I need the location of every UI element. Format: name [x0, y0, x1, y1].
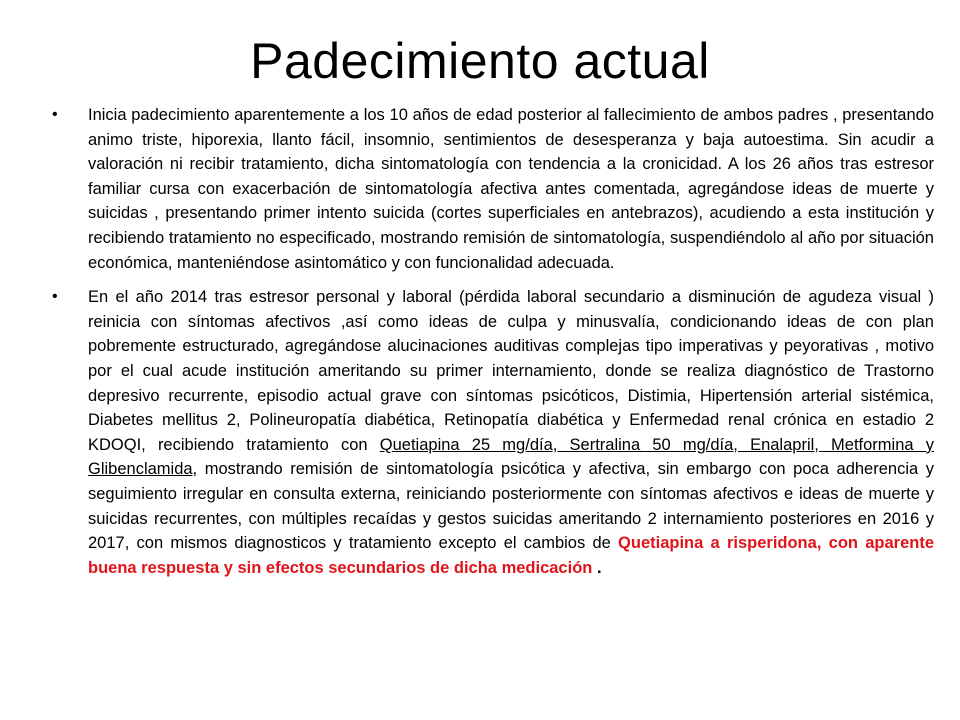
bullet-text-intro: En el año 2014 tras estresor personal y laboral (pérdida laboral secundario a disminución de agudeza visual ) reinicia con síntomas afectivos ,así como ideas de culpa y minusvalía, condicionando ideas de con plan pobremente estructurado, agregándose alucinaciones auditivas complejas tipo imperativas y peyorativas , motivo por el cual acude institución ameritando su primer internamiento, donde se realiza diagnóstico de Trastorno depresivo recurrente, episodio actual grave con síntomas psicóticos, Distimia, Hipertensión arterial sistémica, Diabetes mellitus 2, Polineuropatía diabética, Retinopatía diabética y Enfermedad renal crónica en estadio 2 KDOQI, recibiendo tratamiento con [88, 288, 934, 454]
bullet-text-end: . [592, 558, 602, 577]
bullet-text-continuation: mostrando remisión de sintomatología psicótica y afectiva, sin embargo con poca adherencia y seguimiento irregular en consulta externa, reiniciando posteriormente con síntomas afectivos e ideas de muerte y suicidas recurrentes, con múltiples recaídas y gestos suicidas ameritando 2 internamiento posteriores en 2016 y 2017, con mismos diagnosticos y tratamiento excepto el cambios de [88, 460, 934, 553]
bullet-item-1 [48, 103, 934, 275]
bullet-text: Inicia padecimiento aparentemente a los 10 años de edad posterior al fallecimiento de ambos padres , presentando animo triste, hiporexia, llanto fácil, insomnio, sentimientos de desesperanza y baja autoestima. Sin acudir a valoración ni recibir tratamiento, dicha sintomatología con tendencia a la cronicidad. A los 26 años tras estresor familiar cursa con exacerbación de sintomatología afectiva antes comentada, agregándose ideas de muerte y suicidas , presentando primer intento suicida (cortes superficiales en antebrazos), acudiendo a esta institución y recibiendo tratamiento no especificado, mostrando remisión de sintomatología, suspendiéndolo al año por situación económica, manteniéndose asintomático y con funcionalidad adecuada. [88, 106, 934, 272]
bullet-item-2 [48, 285, 934, 580]
slide-title: Padecimiento actual [250, 33, 710, 89]
medications-list: Quetiapina 25 mg/día, Sertralina 50 mg/día, Enalapril, Metformina y Glibenclamida, [88, 435, 935, 479]
highlighted-treatment-change: Quetiapina a risperidona, con aparente buena respuesta y sin efectos secundarios de dicha medicación [88, 534, 934, 577]
bullet-list [48, 103, 934, 590]
bullet-icon: • [52, 288, 58, 306]
bullet-icon: • [52, 106, 58, 123]
